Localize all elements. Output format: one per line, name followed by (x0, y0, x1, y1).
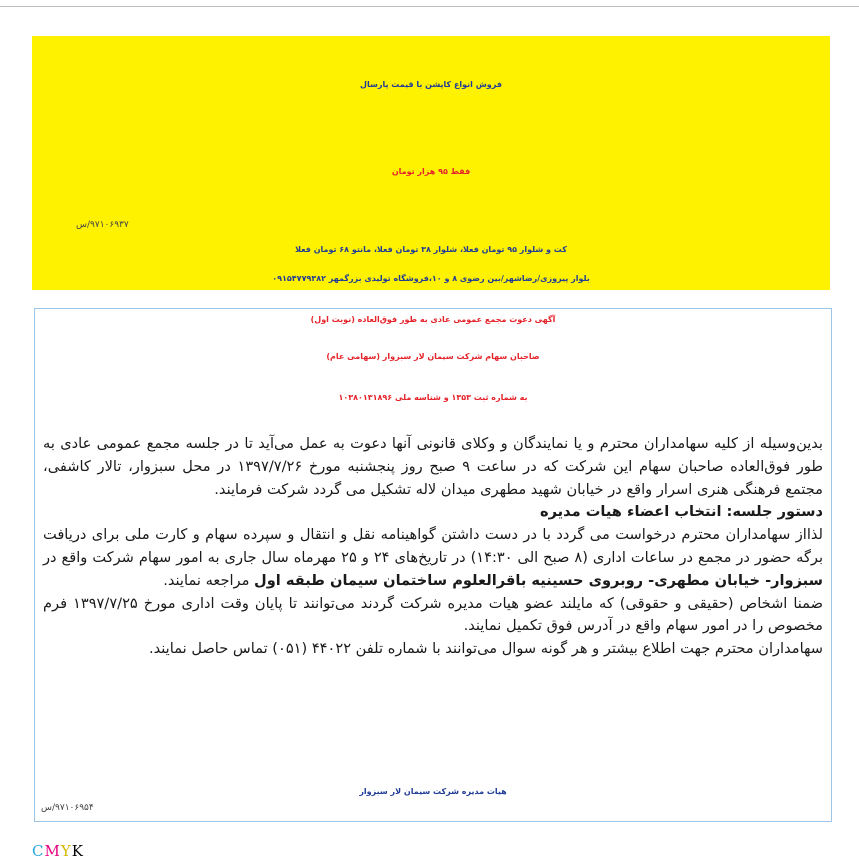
cmyk-k: K (71, 842, 84, 860)
contact-paragraph: سهامداران محترم جهت اطلاع بیشتر و هر گونه سوال می‌توانند با شماره تلفن ۴۴۰۲۲ (۰۵۱) تماس حاصل نمایند. (148, 640, 823, 658)
shares-office-address: سبزوار- خیابان مطهری- روبروی حسینیه باقرالعلوم ساختمان سیمان طبقه اول (254, 571, 823, 589)
notice-body (43, 433, 823, 661)
ad-headline: فروش انواع کاپشن با قیمت پارسال (360, 80, 502, 89)
cmyk-c: C (32, 842, 45, 860)
agenda-label: دستور جلسه: انتخاب اعضاء هیات مدیره (539, 503, 823, 521)
invitation-paragraph: بدین‌وسیله از کلیه سهامداران محترم و یا نمایندگان و وکلای قانونی آنها دعوت به عمل می‌آید تا در جلسه مجمع عمومی عادی به طور فوق‌العاده صاحبان سهام این شرکت که در ساعت ۹ صبح روز پنجشنبه مورخ ۱۳۹۷/۷/۲۶ در محل سبزوار، تالار کاشفی، مجتمع فرهنگی هنری اسرار واقع در خیابان شهید مطهری میدان لاله تشکیل می گردد شرکت فرمایند. (43, 435, 823, 498)
notice-company: صاحبان سهام شرکت سیمان لار سبزوار (سهامی عام) (326, 352, 540, 361)
cmyk-print-marker (32, 842, 84, 860)
top-rule (0, 6, 859, 7)
notice-registration: به شماره ثبت ۱۳۵۳ و شناسه ملی ۱۰۳۸۰۱۳۱۸۹۶ (338, 393, 528, 402)
cmyk-y: Y (60, 842, 72, 860)
ad-price-line: فقط ۹۵ هزار تومان (391, 167, 471, 176)
ad-address-line: بلوار پیروزی/رضاشهر/بین رضوی ۸ و ۱۰،فروشگاه تولیدی بزرگمهر ۰۹۱۵۴۷۷۹۳۸۲ (272, 274, 590, 283)
notice-title: آگهی دعوت مجمع عمومی عادی به طور فوق‌العاده (نوبت اول) (310, 315, 556, 324)
instructions-paragraph (43, 524, 823, 592)
instructions-end: مراجعه نمایند. (163, 571, 250, 589)
candidates-paragraph: ضمنا اشخاص (حقیقی و حقوقی) که مایلند عضو هیات مدیره شرکت گردند می‌توانند تا پایان وقت اداری مورخ ۱۳۹۷/۷/۲۵ فرم مخصوص را در امور سهام واقع در آدرس فوق تکمیل نمایند. (43, 594, 824, 635)
cmyk-m: M (44, 842, 61, 860)
board-signature: هیات مدیره شرکت سیمان لار سبزوار (359, 787, 507, 796)
ad-items-line: کت و شلوار ۹۵ تومان فعلا، شلوار ۳۸ تومان فعلا، مانتو ۶۸ تومان فعلا (295, 245, 567, 254)
notice-reference-code: ۹۷۱۰۶۹۵۴/س (41, 803, 94, 813)
ad-reference-code: ۹۷۱۰۶۹۳۷/س (76, 220, 129, 230)
shareholders-meeting-notice (34, 308, 832, 822)
yellow-advertisement (32, 36, 830, 290)
instructions-text: لذااز سهامداران محترم درخواست می گردد با در دست داشتن گواهینامه نقل و انتقال و سپرده سهام و کارت ملی برای دریافت برگه حضور در مجمع در ساعات اداری (۸ صبح الی ۱۴:۳۰) در تاریخ‌های ۲۴ و ۲۵ مهرماه سال جاری به امور سهام شرکت واقع در (43, 526, 823, 566)
